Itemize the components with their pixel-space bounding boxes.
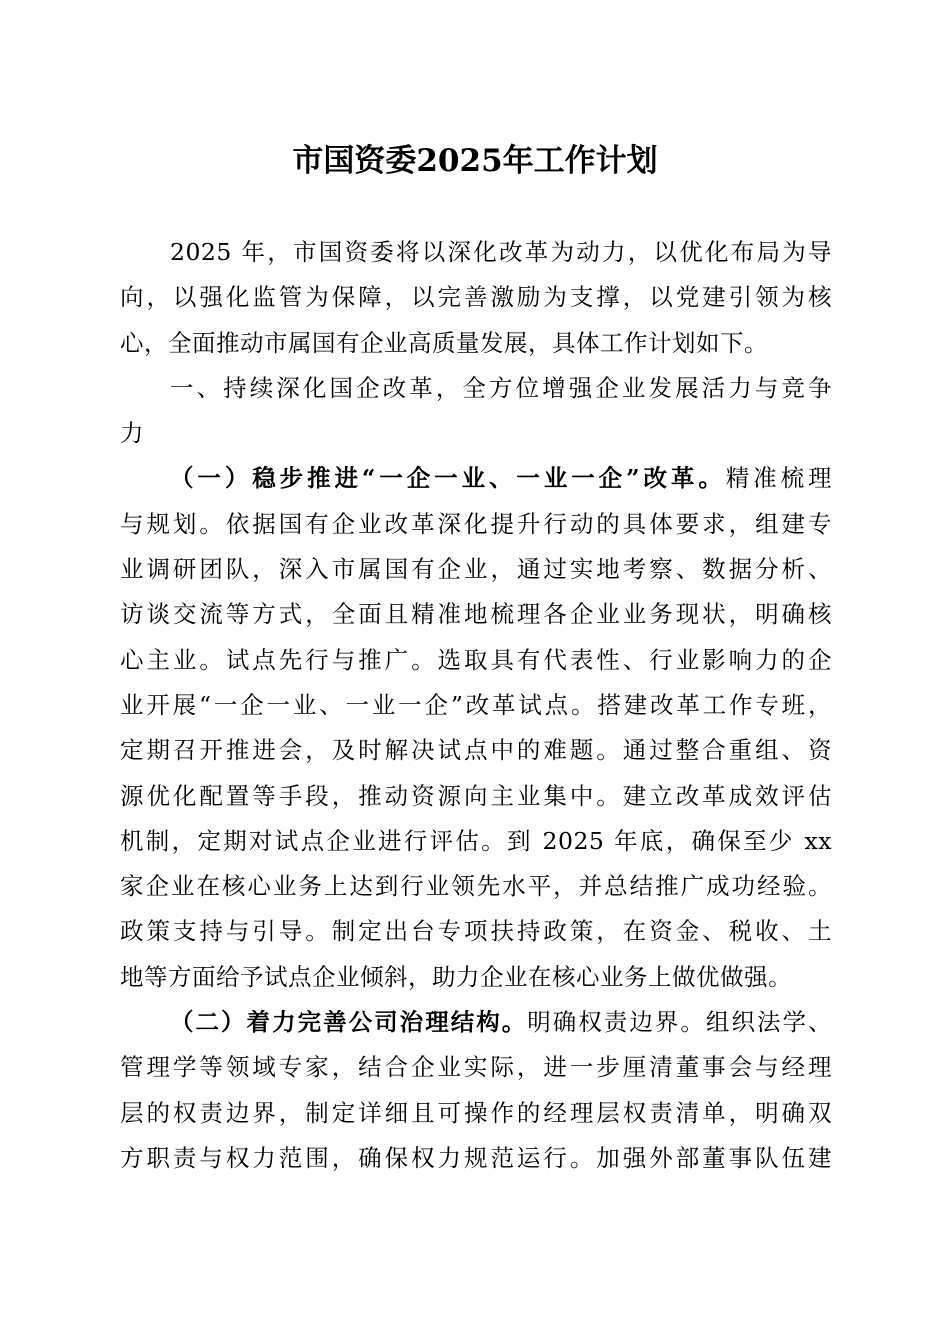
subsection-first-line [120,456,832,501]
intro-line: 2025 年，市国资委将以深化改革为动力，以优化布局为导 [170,238,832,266]
paragraph-line: 层的权责边界，制定详细且可操作的经理层权责清单，明确双 [120,1098,832,1127]
paragraph-line: 地等方面给予试点企业倾斜，助力企业在核心业务上做优做强。 [120,962,792,991]
paragraph-line: 方职责与权力范围，确保权力规范运行。加强外部董事队伍建 [120,1143,832,1172]
intro-line: 心，全面推动市属国有企业高质量发展，具体工作计划如下。 [120,328,768,357]
section-heading: 一、持续深化国企改革，全方位增强企业发展活力与竞争 [170,373,832,402]
paragraph-line: 心主业。试点先行与推广。选取具有代表性、行业影响力的企 [120,645,832,674]
paragraph-line: 管理学等领域专家，结合企业实际，进一步厘清董事会与经理 [120,1053,832,1082]
paragraph-line: 定期召开推进会，及时解决试点中的难题。通过整合重组、资 [120,736,832,765]
document-body [120,230,832,1181]
subsection-text: 精准梳理 [725,464,832,493]
section-heading: 力 [120,419,144,448]
subsection-label: （二）着力完善公司治理结构。 [170,1008,528,1037]
paragraph-line: 业开展“一企一业、一业一企”改革试点。搭建改革工作专班， [120,690,832,719]
paragraph-line: 源优化配置等手段，推动资源向主业集中。建立改革成效评估 [120,781,832,810]
paragraph-line: 机制，定期对试点企业进行评估。到 2025 年底，确保至少 xx [120,826,832,855]
paragraph-line: 政策支持与引导。制定出台专项扶持政策，在资金、税收、土 [120,917,832,946]
paragraph-line: 业调研团队，深入市属国有企业，通过实地考察、数据分析、 [120,555,832,584]
paragraph-line: 家企业在核心业务上达到行业领先水平，并总结推广成功经验。 [120,872,832,901]
subsection-first-line [120,1000,832,1045]
document-title: 市国资委2025年工作计划 [292,143,658,179]
subsection-label: （一）稳步推进“一企一业、一业一企”改革。 [170,464,726,493]
subsection-text: 明确权责边界。组织法学、 [527,1008,833,1037]
paragraph-line: 与规划。依据国有企业改革深化提升行动的具体要求，组建专 [120,509,832,538]
intro-line: 向，以强化监管为保障，以完善激励为支撑，以党建引领为核 [120,283,832,312]
paragraph-line: 访谈交流等方式，全面且精准地梳理各企业业务现状，明确核 [120,600,832,629]
